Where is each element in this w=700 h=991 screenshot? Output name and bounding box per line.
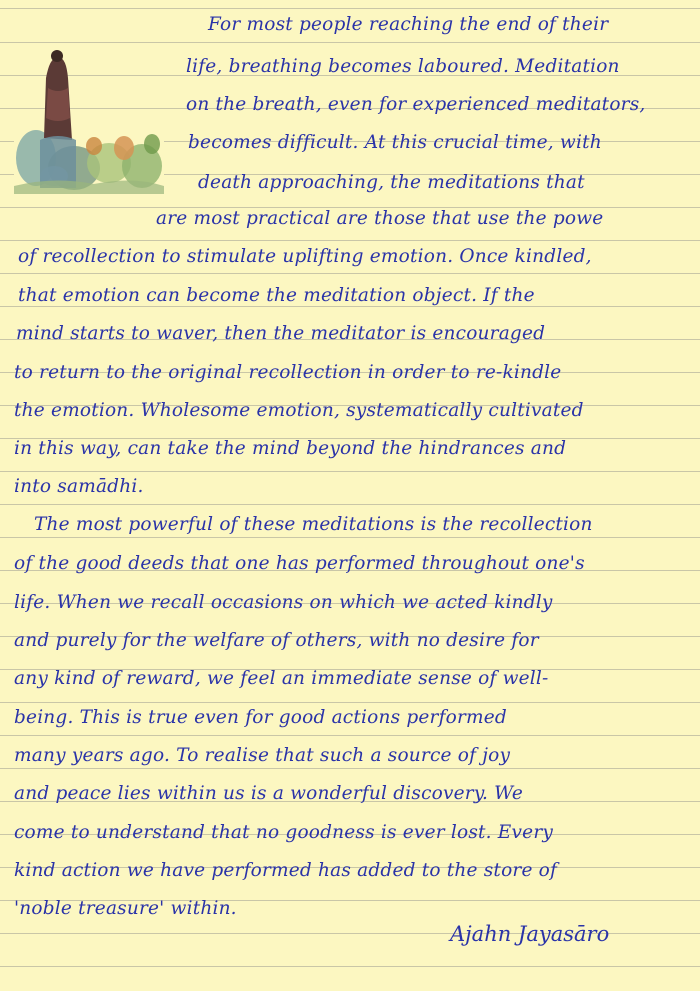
text-line-7: of recollection to stimulate uplifting emotion. Once kindled,	[18, 246, 592, 267]
text-line-22: come to understand that no goodness is ever lost. Every	[14, 822, 554, 843]
text-line-11: the emotion. Wholesome emotion, systematically cultivated	[14, 400, 584, 421]
text-line-23: kind action we have performed has added to the store of	[14, 860, 558, 881]
text-line-3: on the breath, even for experienced meditators,	[186, 94, 646, 115]
text-line-15: of the good deeds that one has performed throughout one's	[14, 553, 585, 574]
text-line-16: life. When we recall occasions on which we acted kindly	[14, 592, 553, 613]
text-line-12: in this way, can take the mind beyond the hindrances and	[14, 438, 567, 459]
text-line-2: life, breathing becomes laboured. Meditation	[186, 56, 620, 77]
text-line-1: For most people reaching the end of their	[208, 14, 609, 35]
text-line-4: becomes difficult. At this crucial time, with	[188, 132, 602, 153]
text-line-8: that emotion can become the meditation object. If the	[18, 285, 535, 306]
text-line-20: many years ago. To realise that such a source of joy	[14, 745, 511, 766]
text-line-18: any kind of reward, we feel an immediate sense of well-	[14, 668, 549, 689]
monk-watercolor-illustration	[14, 48, 164, 194]
text-line-10: to return to the original recollection in order to re-kindle	[14, 362, 562, 383]
signature: Ajahn Jayasāro	[450, 922, 610, 946]
text-line-14: The most powerful of these meditations is the recollection	[34, 514, 593, 535]
text-line-19: being. This is true even for good actions performed	[14, 707, 507, 728]
text-line-21: and peace lies within us is a wonderful discovery. We	[14, 783, 524, 804]
text-line-24: 'noble treasure' within.	[14, 898, 237, 919]
text-line-9: mind starts to waver, then the meditator is encouraged	[16, 323, 546, 344]
text-line-5: death approaching, the meditations that	[198, 172, 585, 193]
text-line-13: into samādhi.	[14, 476, 144, 497]
text-line-6: are most practical are those that use the powe	[156, 208, 604, 229]
text-line-17: and purely for the welfare of others, with no desire for	[14, 630, 539, 651]
